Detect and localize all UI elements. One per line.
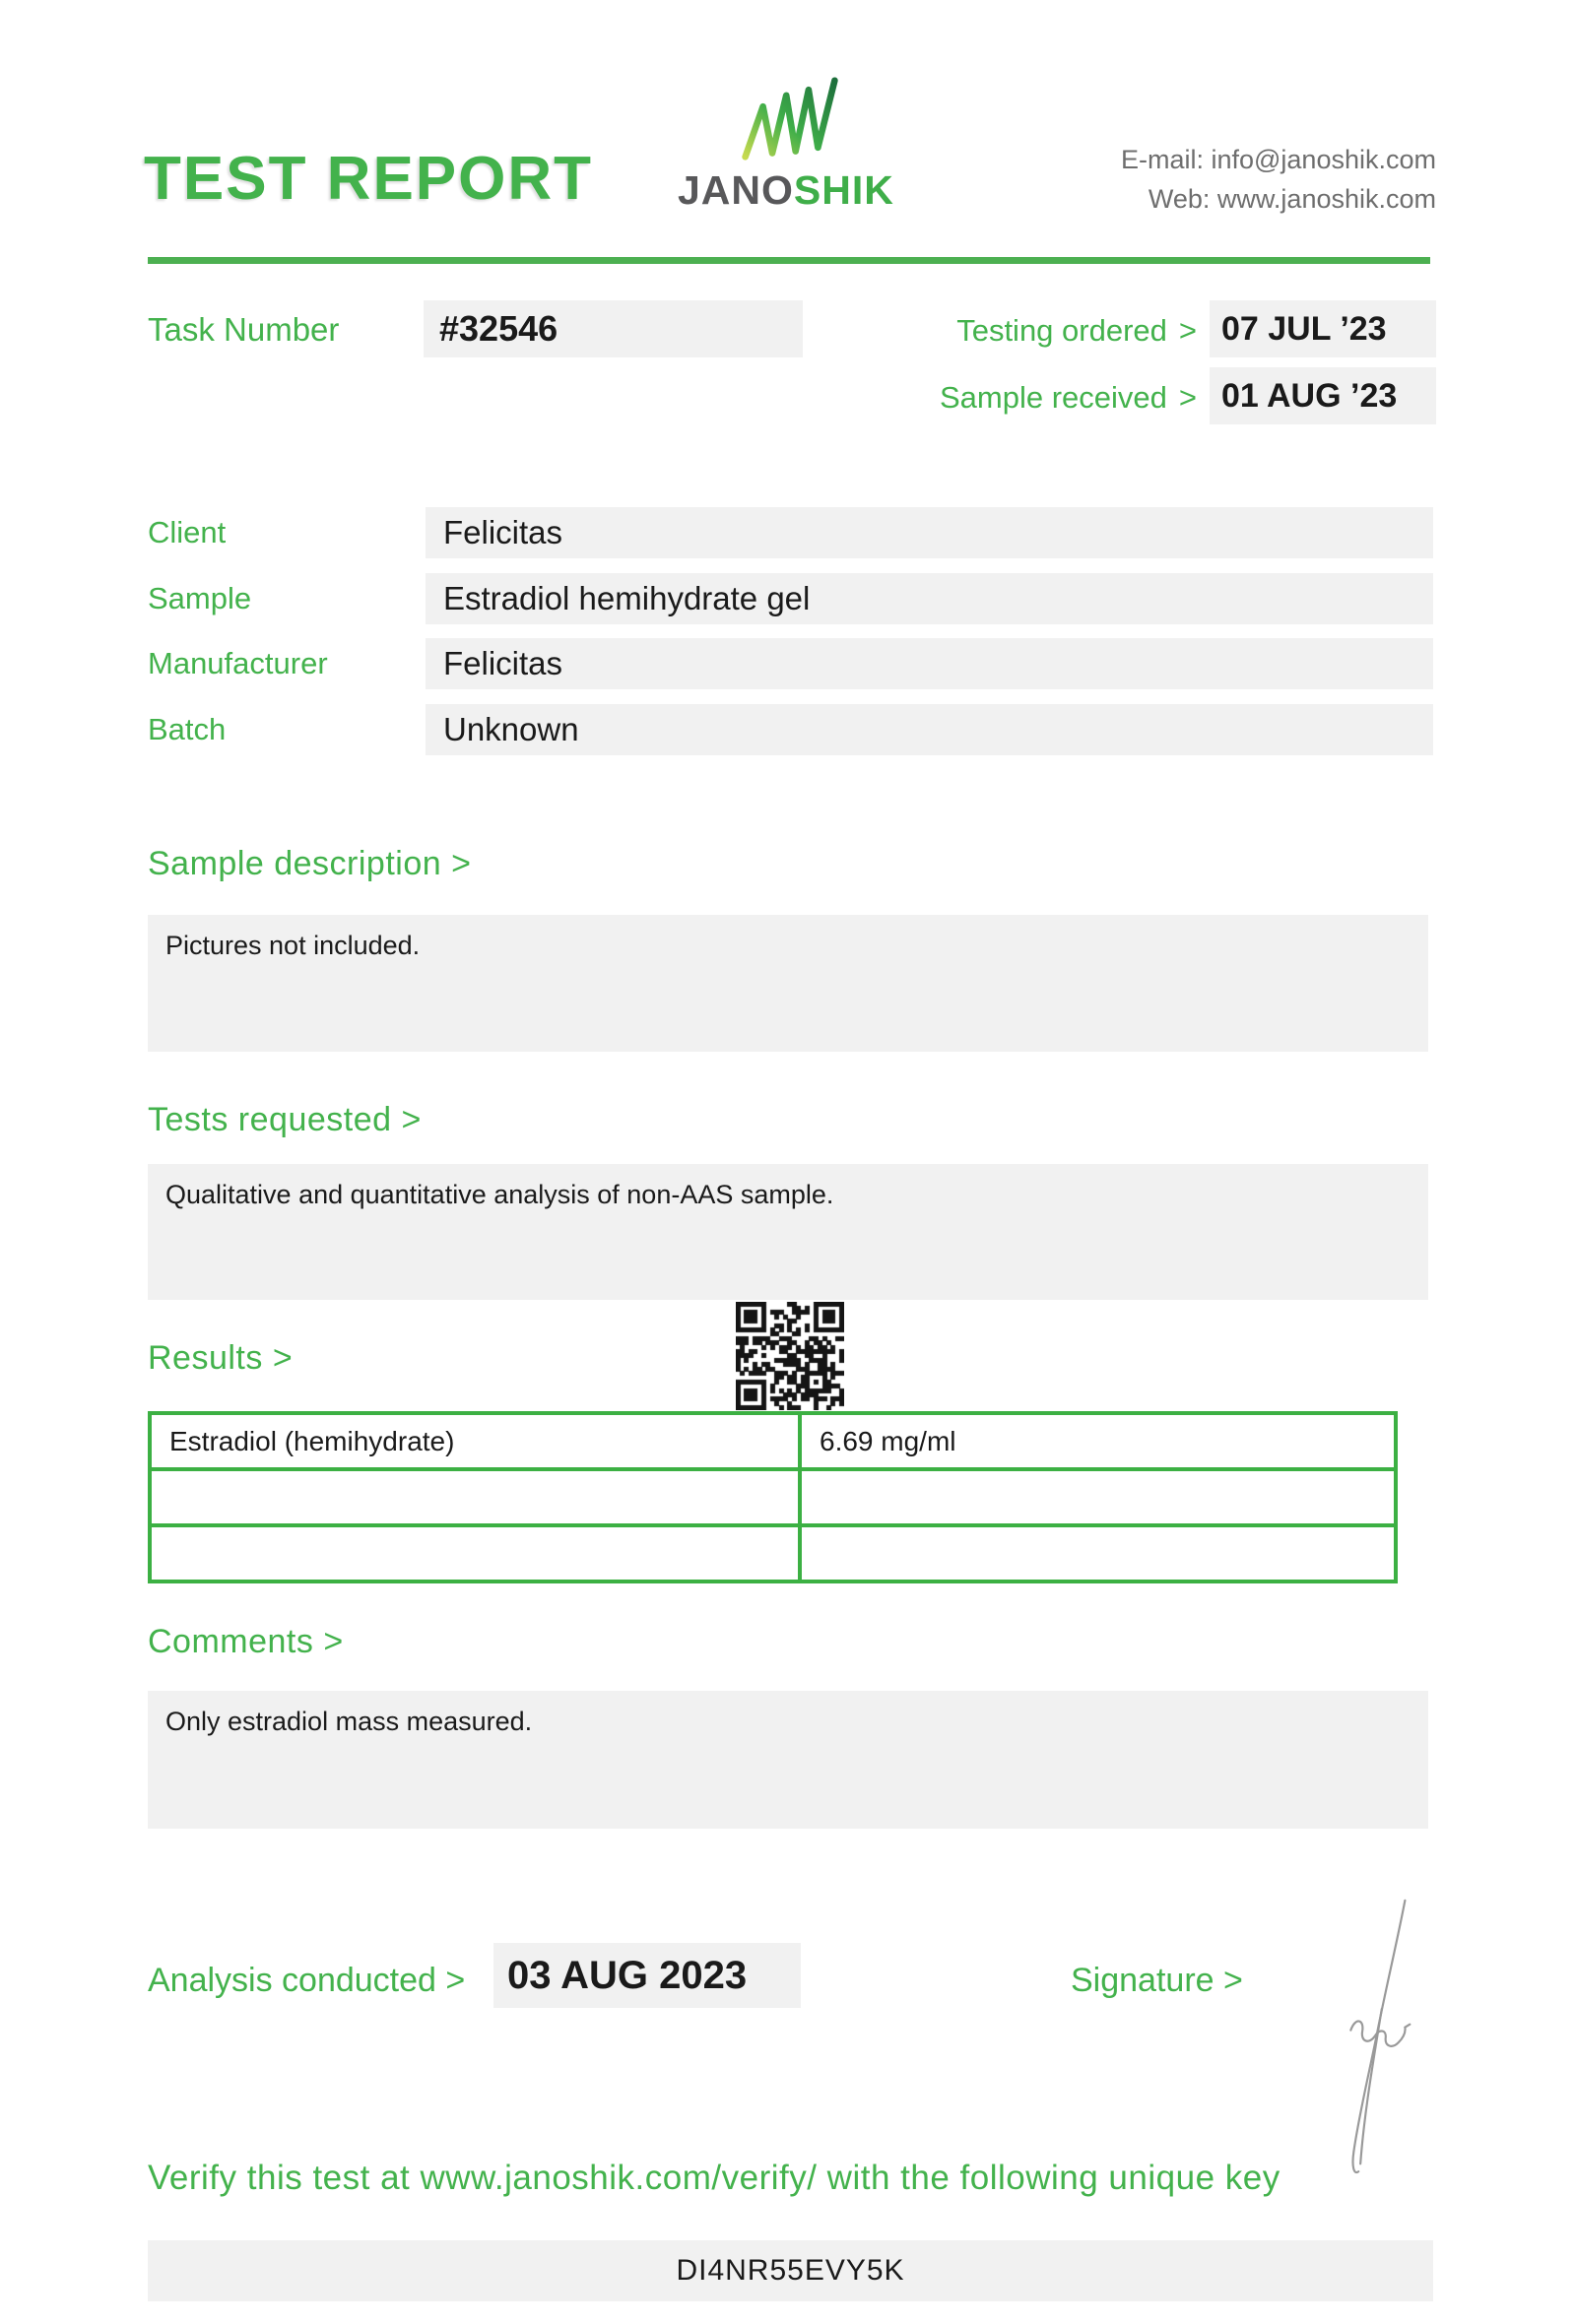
unique-key-box xyxy=(148,2240,1433,2301)
tests-requested-box xyxy=(148,1164,1428,1300)
page-title: TEST REPORT xyxy=(144,145,594,213)
results-table xyxy=(148,1411,1398,1583)
manufacturer-label: Manufacturer xyxy=(148,646,328,680)
sample-received-label: Sample received > xyxy=(939,380,1197,415)
task-number-label: Task Number xyxy=(148,311,340,348)
comments-box xyxy=(148,1691,1428,1829)
analysis-conducted-label: Analysis conducted > xyxy=(148,1962,466,1999)
verify-instruction: Verify this test at www.janoshik.com/verify/ with the following unique key xyxy=(148,2159,1280,2197)
contact-block xyxy=(886,140,1436,219)
email-line: E-mail: info@janoshik.com xyxy=(1120,145,1436,174)
sample-description-heading: Sample description > xyxy=(148,845,472,882)
batch-value: Unknown xyxy=(426,704,1433,755)
client-value: Felicitas xyxy=(426,507,1433,558)
result-analyte-cell: Estradiol (hemihydrate) xyxy=(150,1413,800,1469)
task-number-value: #32546 xyxy=(424,300,803,357)
web-line: Web: www.janoshik.com xyxy=(1148,184,1436,214)
client-label: Client xyxy=(148,515,227,549)
signature-label: Signature > xyxy=(1071,1962,1243,1999)
qr-code-icon xyxy=(736,1302,844,1410)
tests-requested-heading: Tests requested > xyxy=(148,1101,422,1138)
analysis-conducted-date: 03 AUG 2023 xyxy=(493,1943,801,2008)
sample-description-box xyxy=(148,915,1428,1052)
result-value-cell: 6.69 mg/ml xyxy=(800,1413,1396,1469)
logo-text-jano: JANO xyxy=(678,167,794,213)
result-analyte-cell xyxy=(150,1469,800,1525)
unique-key: DI4NR55EVY5K xyxy=(676,2254,905,2287)
growth-chart-icon xyxy=(739,75,841,163)
sample-label: Sample xyxy=(148,581,252,615)
info-row-sample xyxy=(0,573,1576,624)
sample-description-text: Pictures not included. xyxy=(165,931,421,960)
testing-ordered-label: Testing ordered > xyxy=(956,313,1197,348)
table-row xyxy=(150,1413,1396,1469)
manufacturer-value: Felicitas xyxy=(426,638,1433,689)
result-value-cell xyxy=(800,1525,1396,1582)
comments-heading: Comments > xyxy=(148,1623,344,1660)
arrow-glyph: > xyxy=(1178,380,1197,415)
logo-text-shik: SHIK xyxy=(793,167,894,213)
comments-text: Only estradiol mass measured. xyxy=(165,1707,533,1736)
sample-value: Estradiol hemihydrate gel xyxy=(426,573,1433,624)
info-row-manufacturer xyxy=(0,638,1576,689)
info-row-batch xyxy=(0,704,1576,755)
batch-label: Batch xyxy=(148,712,227,746)
table-row xyxy=(150,1469,1396,1525)
table-row xyxy=(150,1525,1396,1582)
janoshik-logo-text xyxy=(678,167,894,214)
arrow-glyph: > xyxy=(1178,313,1197,348)
sample-received-date: 01 AUG ’23 xyxy=(1210,367,1436,424)
result-value-cell xyxy=(800,1469,1396,1525)
info-row-client xyxy=(0,507,1576,558)
header-divider xyxy=(148,257,1430,264)
tests-requested-text: Qualitative and quantitative analysis of non-AAS sample. xyxy=(165,1180,834,1209)
results-heading: Results > xyxy=(148,1339,294,1377)
signature-scrawl xyxy=(1290,1893,1448,2183)
result-analyte-cell xyxy=(150,1525,800,1582)
testing-ordered-date: 07 JUL ’23 xyxy=(1210,300,1436,357)
